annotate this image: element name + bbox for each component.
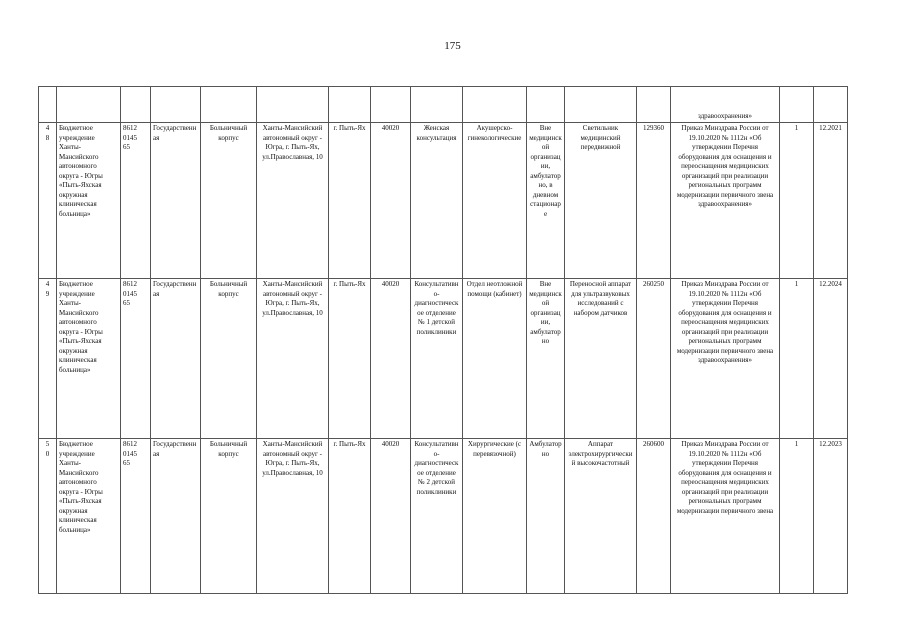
- page-number: 175: [444, 40, 461, 52]
- postcode-cell: 40020: [371, 123, 411, 279]
- equipment-table: [38, 86, 848, 594]
- equipment-cell: Светильник медицинский передвижной: [565, 123, 637, 279]
- quantity-cell: 1: [780, 123, 814, 279]
- address-cell: Ханты-Мансийский автономный округ - Югра, г. Пыть-Ях, ул.Православная, 10: [257, 439, 329, 594]
- table-row: [39, 87, 848, 123]
- code-cell: 8612 0145 65: [121, 123, 151, 279]
- city-cell: г. Пыть-Ях: [329, 439, 371, 594]
- building-cell: Больничный корпус: [201, 123, 257, 279]
- date-cell: 12.2021: [814, 123, 848, 279]
- organization-cell: Бюджетное учреждение Ханты-Мансийского автономного округа - Югры «Пыть-Яхская окружная клиническая больница»: [57, 439, 121, 594]
- code-cell: 8612 0145 65: [121, 439, 151, 594]
- department-cell: Консультативно-диагностическое отделение № 1 детской поликлиники: [411, 279, 463, 439]
- building-cell: Больничный корпус: [201, 279, 257, 439]
- postcode-cell: 40020: [371, 279, 411, 439]
- city-cell: г. Пыть-Ях: [329, 279, 371, 439]
- quantity-cell: 1: [780, 439, 814, 594]
- ownership-cell: Государственная: [151, 439, 201, 594]
- row-number-cell: 4 9: [39, 279, 57, 439]
- ownership-cell: Государственная: [151, 279, 201, 439]
- order-text-cell: Приказ Минздрава России от 19.10.2020 № 1112н «Об утверждении Перечня оборудования для оснащения и переоснащения медицинских организаций при реализации региональных программ модернизации первичного звена здравоохранения»: [671, 123, 780, 279]
- organization-cell: Бюджетное учреждение Ханты-Мансийского автономного округа - Югры «Пыть-Яхская окружная клиническая больница»: [57, 279, 121, 439]
- ownership-cell: Государственная: [151, 123, 201, 279]
- order-text-cell: здравоохранения»: [671, 87, 780, 123]
- postcode-cell: 40020: [371, 439, 411, 594]
- organization-cell: Бюджетное учреждение Ханты-Мансийского автономного округа - Югры «Пыть-Яхская окружная клиническая больница»: [57, 123, 121, 279]
- order-text-cell: Приказ Минздрава России от 19.10.2020 № 1112н «Об утверждении Перечня оборудования для оснащения и переоснащения медицинских организаций при реализации региональных программ модернизации первичного звена здравоохранения»: [671, 279, 780, 439]
- date-cell: 12.2024: [814, 279, 848, 439]
- code-cell: 8612 0145 65: [121, 279, 151, 439]
- date-cell: 12.2023: [814, 439, 848, 594]
- city-cell: г. Пыть-Ях: [329, 123, 371, 279]
- quantity-cell: 1: [780, 279, 814, 439]
- table-row: [39, 279, 848, 439]
- equipment-cell: Переносной аппарат для ультразвуковых исследований с набором датчиков: [565, 279, 637, 439]
- equipment-code-cell: 129360: [637, 123, 671, 279]
- building-cell: Больничный корпус: [201, 439, 257, 594]
- profile-cell: Хирургические (с перевязочной): [463, 439, 527, 594]
- equipment-code-cell: 260250: [637, 279, 671, 439]
- equipment-cell: Аппарат электрохирургический высокочастотный: [565, 439, 637, 594]
- care-type-cell: Амбулаторно: [527, 439, 565, 594]
- table-row: [39, 123, 848, 279]
- profile-cell: Акушерско-гинекологические: [463, 123, 527, 279]
- row-number-cell: 4 8: [39, 123, 57, 279]
- department-cell: Женская консультация: [411, 123, 463, 279]
- row-number-cell: 5 0: [39, 439, 57, 594]
- table-row: [39, 439, 848, 594]
- address-cell: Ханты-Мансийский автономный округ - Югра, г. Пыть-Ях, ул.Православная, 10: [257, 279, 329, 439]
- order-text-cell: Приказ Минздрава России от 19.10.2020 № 1112н «Об утверждении Перечня оборудования для оснащения и переоснащения медицинских организаций при реализации региональных программ модернизации первичного звена: [671, 439, 780, 594]
- care-type-cell: Вне медицинской организации, амбулаторно: [527, 279, 565, 439]
- equipment-code-cell: 260600: [637, 439, 671, 594]
- address-cell: Ханты-Мансийский автономный округ - Югра, г. Пыть-Ях, ул.Православная, 10: [257, 123, 329, 279]
- profile-cell: Отдел неотложной помощи (кабинет): [463, 279, 527, 439]
- care-type-cell: Вне медицинской организации, амбулаторно, в дневном стационаре: [527, 123, 565, 279]
- department-cell: Консультативно-диагностическое отделение № 2 детской поликлиники: [411, 439, 463, 594]
